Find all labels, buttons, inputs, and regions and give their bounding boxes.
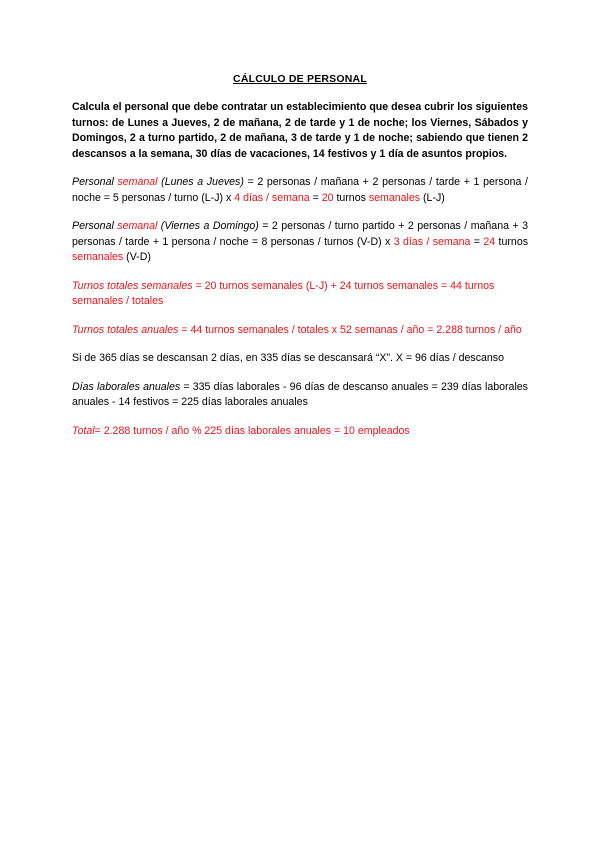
label-personal: Personal [72,220,118,232]
label-semanal: semanal [117,176,158,188]
range-suffix: (L-J) [420,191,445,204]
result-value: 20 [321,191,334,204]
days-per-week: 3 días / semana [393,235,471,248]
problem-statement: Calcula el personal que debe contratar un establecimiento que desea cubrir los siguientes turnos: de Lunes a Jueves, 2 de mañana, 2 de tarde y 1 de noche; los Viernes, Sábados y Domingos, 2 a turno partido, 2 de mañana, 3 de tarde y 1 de noche; sabiendo que tienen 2 descansos a la semana, 30 días de vacaciones, 14 festivos y 1 día de asuntos propios. [72,101,528,160]
range-suffix: (V-D) [123,251,151,263]
total-annual-shifts [72,323,528,339]
formula-text: = 2 personas / mañana + 2 personas / tarde + 1 persona / noche = 5 personas / turno (L-J) x [72,176,528,204]
semanales-word: semanales [368,191,421,204]
annual-working-days [72,380,528,411]
result-value: 24 [483,235,496,248]
formula-text: = 335 días laborales - 96 días de descanso anuales = 239 días laborales anuales - 14 festivos = 225 días laborales anuales [72,380,528,408]
formula-text: = 2.288 turnos / año % 225 días laborales anuales = 10 empleados [94,424,410,437]
label-total-weekly: Turnos totales semanales [72,279,193,292]
turnos-word: turnos [495,235,529,248]
formula-text: = 20 turnos semanales (L-J) + 24 turnos semanales = 44 turnos semanales / totales [72,279,495,307]
semanales-word: semanales [72,251,124,263]
label-semanal: semanal [117,220,158,232]
formula-text: = 2 personas / turno partido + 2 personas / mañana + 3 personas / tarde + 1 persona / noche = 8 personas / turnos (V-D) x [72,220,528,248]
weekly-staff-mon-thu [72,175,528,206]
turnos-word: turnos [333,191,369,204]
page-title: CÁLCULO DE PERSONAL [233,73,367,85]
total-weekly-shifts [72,279,528,310]
label-total-annual: Turnos totales anuales [72,323,179,336]
document-body [72,100,528,452]
label-working-days: Días laborales anuales [72,380,181,393]
formula-text: = 44 turnos semanales / totales x 52 semanas / año = 2.288 turnos / año [178,323,522,336]
equals: = [309,191,322,204]
rest-days-calc: Si de 365 días se descansan 2 días, en 335 días se descansará “X”. X = 96 días / descanso [72,352,504,364]
label-range: (Viernes a Domingo) [157,220,259,232]
weekly-staff-fri-sun [72,219,528,266]
label-range: (Lunes a Jueves) [157,176,244,188]
days-per-week: 4 días / semana [234,191,310,204]
label-personal: Personal [72,176,118,188]
equals: = [470,235,484,248]
label-total: Total [72,424,95,437]
total-employees [72,424,528,440]
